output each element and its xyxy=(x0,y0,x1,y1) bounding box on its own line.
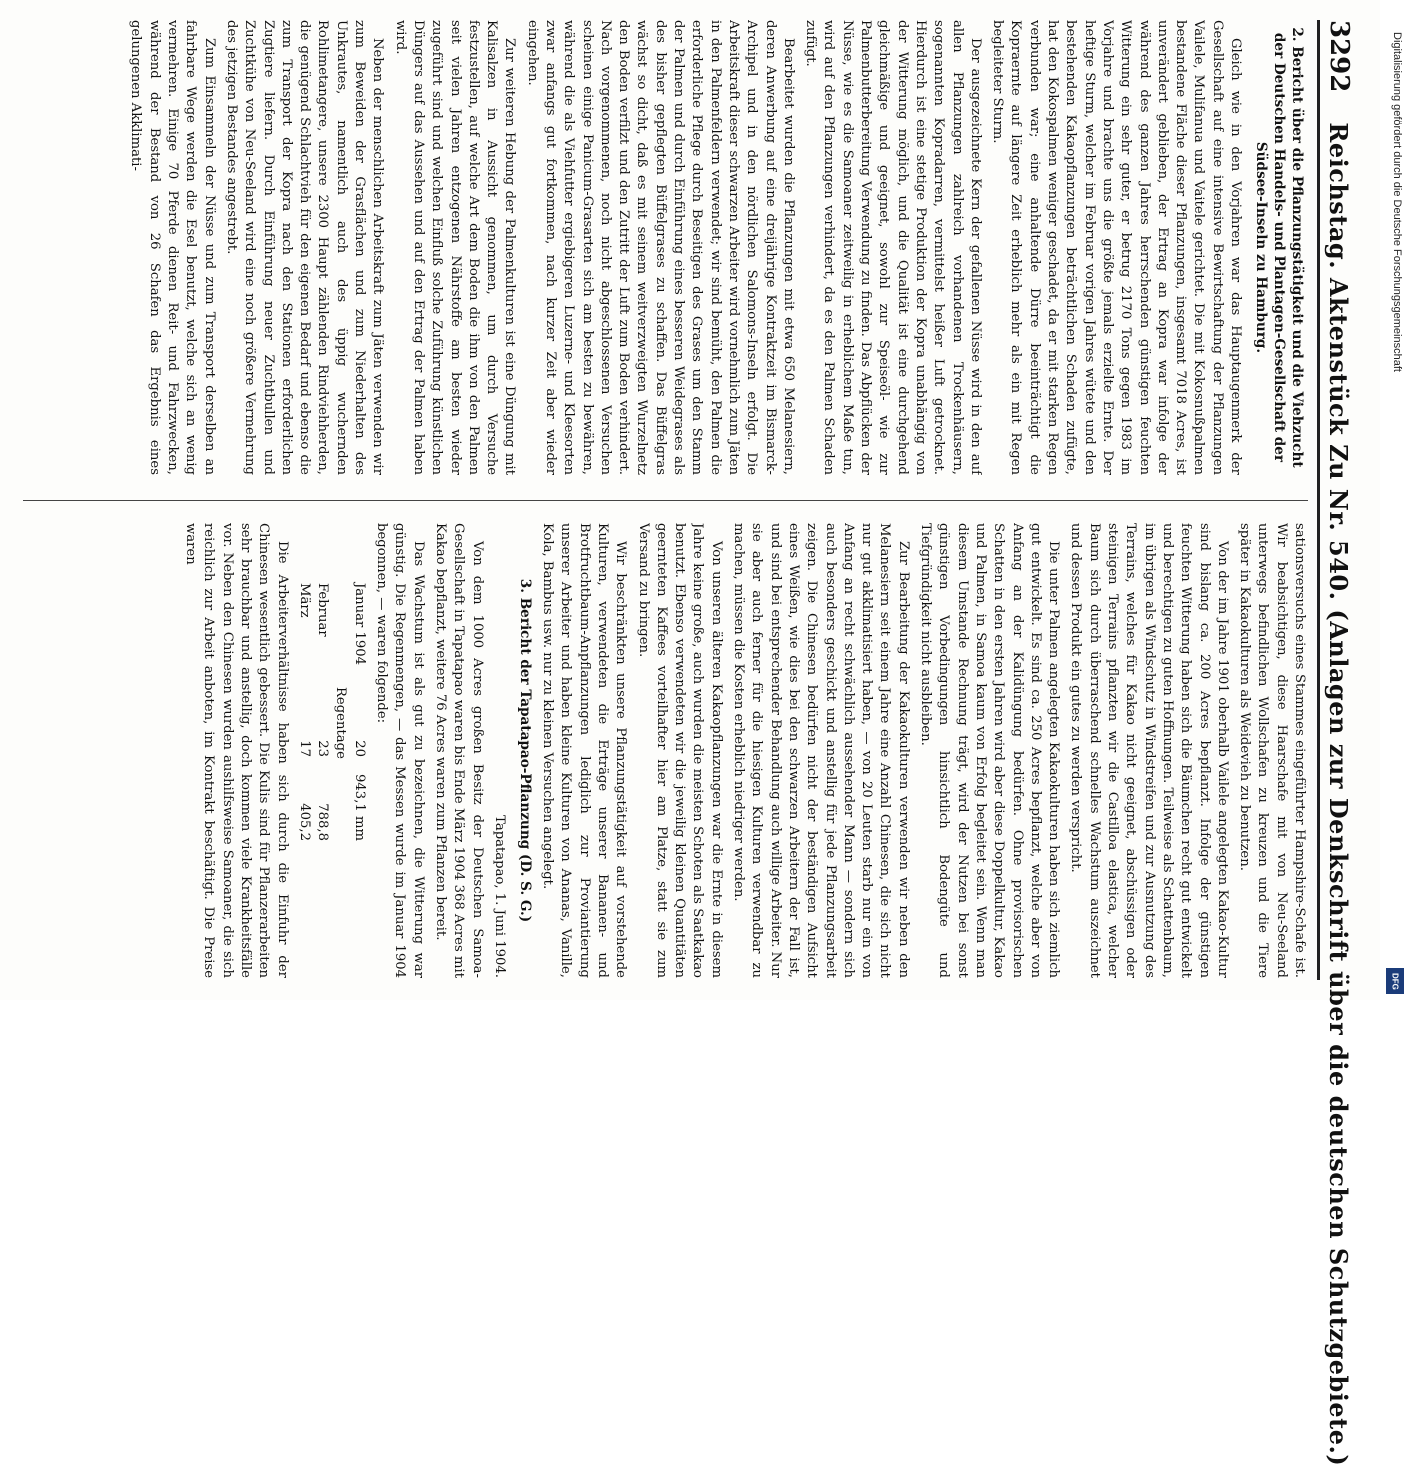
paragraph: Zum Einsammeln der Nüsse und zum Transport derselben an fahrbare Wege werden die Esel benutzt, welche sich an wenig vermehren. Einige 70 Pferde dienen Reit- und Fahrzwecken, während der Bestand von 26 Schafen das Ergebnis eines gelungenen Akklimati- xyxy=(128,20,217,475)
paragraph: Von unseren älteren Kakaopflanzungen war die Ernte in diesem Jahre keine große, auch wurden die meisten Schoten als Saatkakao benutzt. Ebenso verwendeten wir die jeweilig kleinen Quantitäten geernteten Kaffees vorteilhafter hier am Platze, statt sie zum Versand zu bringen. xyxy=(635,523,724,978)
section-2-title: 2. Bericht über die Pflanzungstätigkeit und die Viehzucht der Deutschen Handels- und Plantagen-Gesellschaft der Südsee-Inseln zu Hamburg. xyxy=(1253,27,1305,468)
paragraph: Die unter Palmen angelegten Kakaokulturen haben sich ziemlich gut entwickelt. Es sind ca. 250 Acres bepflanzt, welche aber von Anfang an der Kalidüngung bedürfen. Ohne provisorischen Schatten in den ersten Jahren wird aber diese Doppelkultur, Kakao und Palmen, in Samoa kaum von Erfolg begleitet sein. Wenn man diesem Umstande Rechnung trägt, wird der Nutzen bei sonst günstigen Vorbedingungen hinsichtlich Bodengüte und Tiefgründigkeit nicht ausbleiben. xyxy=(918,523,1062,978)
paragraph: sationsversuchs eines Stammes eingeführter Hampshire-Schafe ist. Wir beabsichtigen, diese Haarschafe mit von Neu-Seeland unterwegs befindlichen Wollschafen zu kreuzen und die Tiere später in Kakaokulturen als Weidevieh zu benutzen. xyxy=(1237,523,1307,978)
paragraph: Zur Bearbeitung der Kakaokulturen verwenden wir neben den Melanesiern seit einem Jahre eine Anzahl Chinesen, die sich nicht nur gut akklimatisiert haben, — von 20 Leuten starb nur ein von Anfang an recht schwächlich aussehender Mann — sondern sich auch besonders geschickt und anstellig für jede Pflanzungsarbeit zeigen. Die Chinesen bedürfen nicht der beständigen Aufsicht eines Weißen, wie dies bei den schwarzen Arbeitern der Fall ist, und sind bei entsprechender Behandlung auch willige Arbeiter. Nur sie aber auch ferner für die hiesigen Kulturen verwendbar zu machen, müssen die Kosten erheblich niedriger werden. xyxy=(731,523,911,978)
table-row xyxy=(295,583,313,978)
paragraph: Wir beschränkten unsere Pflanzungstätigkeit auf vorstehende Kulturen, verwendeten die Erträge unserer Bananen- und Brotfruchtbaum-Anpflanzungen lediglich zur Proviantierung unserer Arbeiter und haben kleine Kulturen von Ananas, Vanille, Kola, Bambus usw. nur zu kleinen Versuchen angelegt. xyxy=(540,523,629,978)
header-rule xyxy=(1317,20,1320,980)
paragraph: Bearbeitet wurden die Pflanzungen mit etwa 650 Melanesiern, deren Anwerbung auf eine dreijährige Kontraktzeit im Bismarck-Archipel und in den nördlichen Salomons-Inseln erfolgt. Die Arbeitskraft dieser schwarzen Arbeiter wird vornehmlich zum Jäten in den Palmenfeldern verwendet; wir sind bemüht, den Palmen die erforderliche Pflege durch Beseitigen des Grases um den Stamm der Palmen und durch Einführung eines besseren Weidegrases als des bisher gepflegten Büffelgrases zu schaffen. Das Büffelgras wächst so dicht, daß es mit seinem weitverzweigten Wurzelnetz den Boden verfilzt und den Zutritt der Luft zum Boden verhindert. Nach vorgenommenen, noch nicht abgeschlossenen Versuchen scheinen einige Panicum-Grasarten sich am besten zu bewähren, während die als Viehfutter ergiebigeren Luzerne- und Kleesorten zwar anfangs gut fortkommen, nach kurzer Zeit aber wieder eingehen. xyxy=(524,20,796,475)
mm-cell: 788,8 xyxy=(315,803,331,841)
days-cell: 20 Regentage xyxy=(333,687,367,759)
paragraph: Gleich wie in den Vorjahren war das Hauptaugenmerk der Gesellschaft auf eine intensive Bewirtschaftung der Pflanzungen Vailele, Mulifanua und Vaitele gerichtet. Die mit Kokosnußpalmen bestandene Fläche dieser Pflanzungen, insgesamt 7018 Acres, ist unverändert geblieben, der Ertrag an Kopra war infolge der während des ganzen Jahres herrschenden günstigen feuchten Witterung ein sehr guter, er betrug 2170 Tons gegen 1983 im Vorjahre und brachte uns die größte jemals erzielte Ernte. Der heftige Sturm, welcher im Februar vorigen Jahres wütete und den bestehenden Kakaopflanzungen beträchtlichen Schaden zufügte, hat den Kokospalmen weniger geschadet, da er mit starken Regen verbunden war; eine anhaltende Dürre beeinträchtigt die Kopraernte auf längere Zeit erheblich mehr als ein mit Regen begleiteter Sturm. xyxy=(990,20,1243,475)
days-cell: 17 xyxy=(296,740,312,757)
dateline: Tapatapao, 1. Juni 1904. xyxy=(491,815,507,978)
dfg-logo-icon: DFG xyxy=(1386,968,1404,994)
right-column xyxy=(23,523,1308,978)
paragraph: Von dem 1000 Acres großen Besitz der Deutschen Samoa-Gesellschaft in Tapatapao waren bis Ende März 1904 368 Acres mit Kakao bepflanzt, weitere 76 Acres waren zum Pflanzen bereit. xyxy=(432,523,485,978)
paragraph: Zur weiteren Hebung der Palmenkulturen ist eine Düngung mit Kalisalzen in Aussicht genommen, um durch Versuche festzustellen, auf welche Art dem Boden die ihm von den Palmen seit vielen Jahren entzogenen Nährstoffe am besten wieder zugeführt sind und welchen Einfluß solche Zuführung künstlichen Düngers auf das Aussehen und auf den Ertrag der Palmen haben wird. xyxy=(392,20,518,475)
month-cell: März xyxy=(296,583,312,618)
column-divider xyxy=(23,500,1308,501)
running-title: Reichstag. Aktenstück Zu Nr. 540. (Anlagen zur Denkschrift über die deutschen Schutzgebiete.) xyxy=(1324,122,1353,1466)
page-header xyxy=(1324,20,1372,1466)
paragraph: Neben der menschlichen Arbeitskraft zum Jäten verwenden wir zum Beweiden der Grasflächen und zum Niederhalten des Unkrautes, namentlich auch des üppig wuchernden Rohlimetangere, unsere 2300 Haupt zählenden Rindviehherden, die genügend Schlachtvieh für den eigenen Bedarf und ebenso die zum Transport der Kopra nach den Stationen erforderlichen Zugtiere liefern. Durch Einführung neuer Zuchtbullen und Zuchtkühe von Neu-Seeland wird eine noch größere Vermehrung des jetzigen Bestandes angestrebt. xyxy=(223,20,386,475)
section-3-title: 3. Bericht der Tapatapao-Pflanzung (D. S. G.) xyxy=(516,578,533,923)
table-row xyxy=(313,583,331,978)
days-cell: 23 xyxy=(315,740,331,757)
paragraph: Von der im Jahre 1901 oberhalb Vailele angelegten Kakao-Kultur sind bislang ca. 200 Acres bepflanzt. Infolge der günstigen feuchten Witterung haben sich die Bäumchen recht gut entwickelt und berechtigen zu guten Hoffnungen. Teilweise als Schattenbaum, im übrigen als Windschutz in Windstreifen und zur Ausnutzung des Terrains, welches für Kakao nicht geeignet, abschüssigen oder steinigen Terrains pflanzten wir die Castilloa elastica, welcher Baum sich durch überraschend schnelles Wachstum auszeichnet und dessen Produkt ein gutes zu werden verspricht. xyxy=(1068,523,1230,978)
table-row xyxy=(331,583,368,978)
paragraph: Der ausgezeichnete Kern der gefallenen Nüsse wird in den auf allen Pflanzungen zahlreich vorhandenen Trockenhäusern, sogenannten Kopradarren, vermittelst heißer Luft getrocknet. Hierdurch ist eine stetige Produktion der Kopra unabhängig von der Witterung möglich, und die Qualität ist eine durchgehend gleichmäßige und geeignet, sowohl zur Speiseöl- wie zur Palmenbutterbereitung Verwendung zu finden. Das Abpflücken der Nüsse, wie es die Samoaner zeitweilig in erheblichem Maße tun, wird auf den Pflanzungen verhindert, da es den Palmen Schaden zufügt. xyxy=(803,20,983,475)
paragraph: Die Arbeiterverhältnisse haben sich durch die Einfuhr der Chinesen wesentlich gebessert. Die Kulis sind für Pflanzerarbeiten sehr brauchbar und anstellig, doch kommen viele Krankheitsfälle vor. Neben den Chinesen wurden aushilfsweise Samoaner, die sich reichlich zur Arbeit anboten, im Kontrakt beschäftigt. Die Preise waren xyxy=(183,523,290,978)
digitization-credit xyxy=(1385,20,1407,1000)
mm-cell: 405,2 xyxy=(296,803,312,841)
credit-text: Digitalisierung gefördert durch die Deutsche Forschungsgemeinschaft xyxy=(1391,32,1403,372)
month-cell: Januar 1904 xyxy=(351,583,367,666)
left-column xyxy=(23,20,1308,475)
rainfall-table xyxy=(295,583,368,978)
mm-cell: 943,1 mm xyxy=(351,774,367,841)
page-number: 3292 xyxy=(1324,20,1354,93)
month-cell: Februar xyxy=(315,583,331,637)
paragraph: Das Wachstum ist als gut zu bezeichnen, die Witterung war günstig. Die Regenmengen, — das Messen wurde im Januar 1904 begonnen, — waren folgende: xyxy=(374,523,426,978)
